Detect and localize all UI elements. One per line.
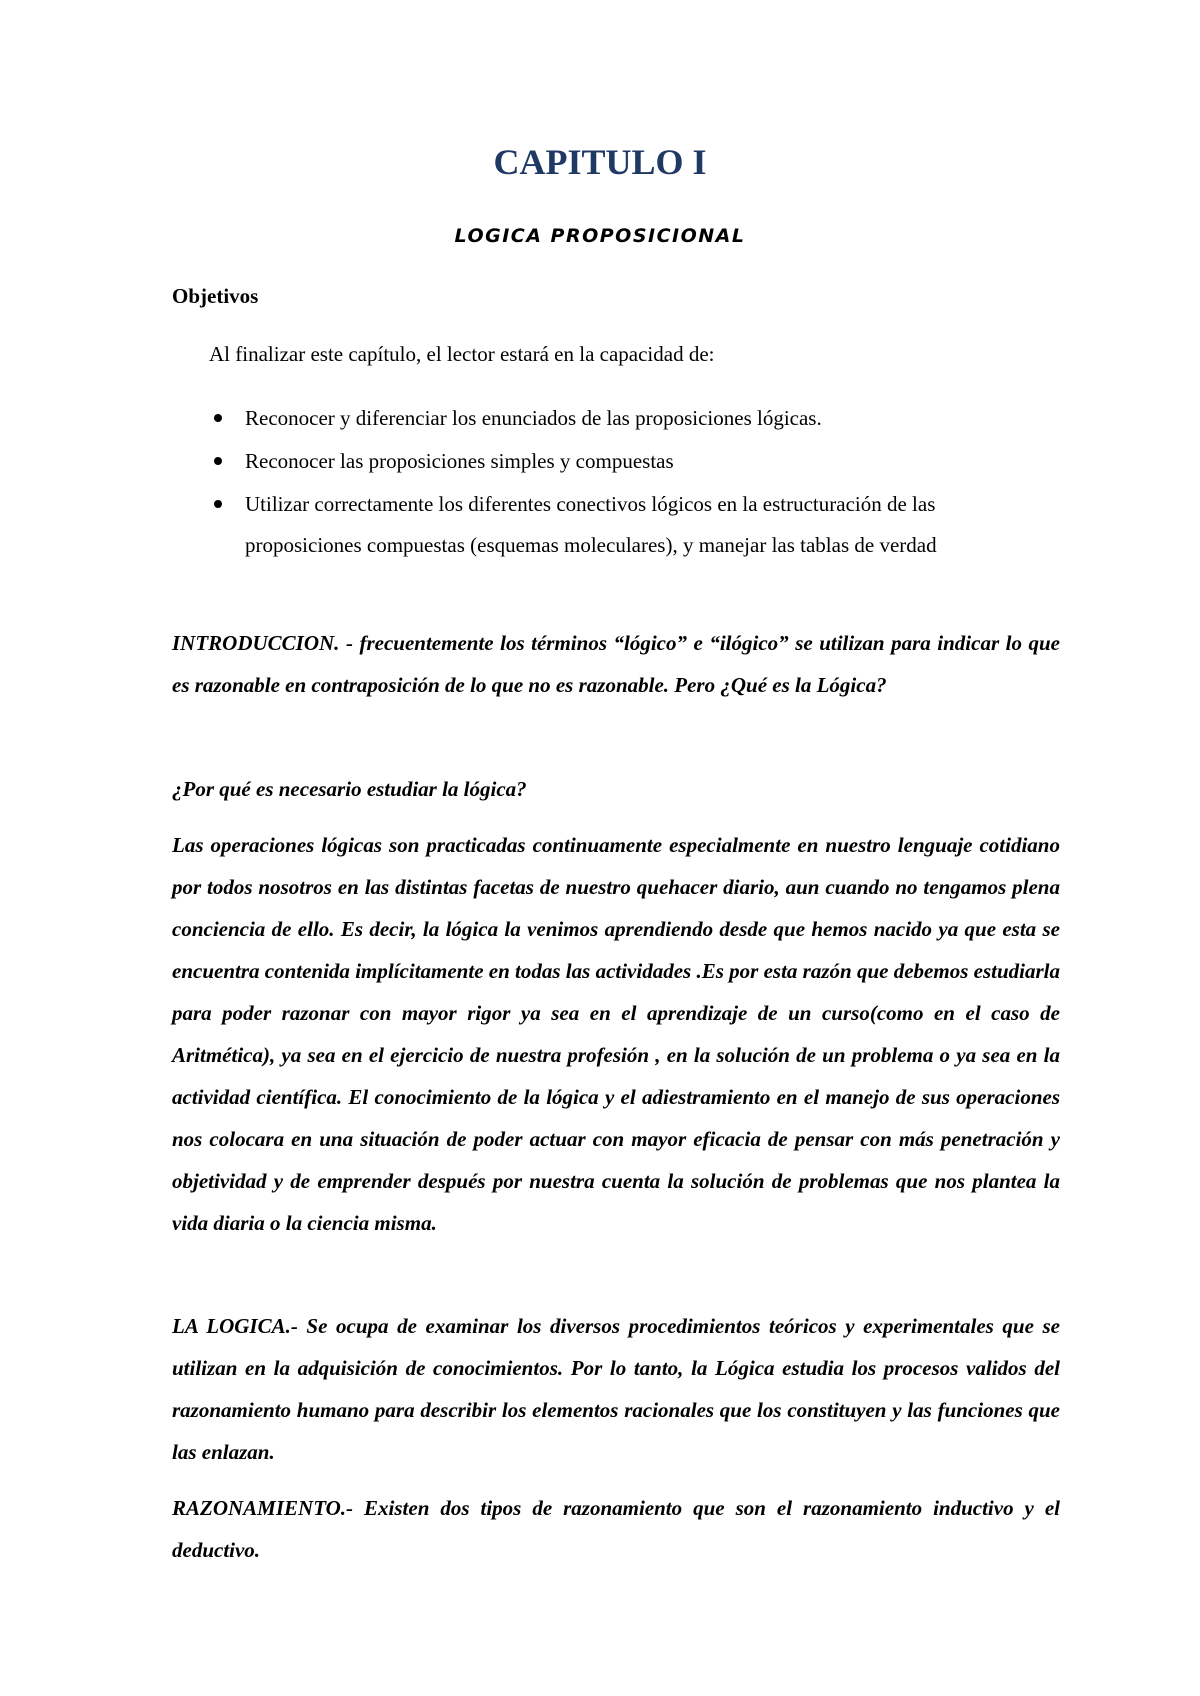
objectives-list: [209, 398, 1029, 568]
objective-item: [209, 441, 1029, 482]
reasoning-paragraph: RAZONAMIENTO.- Existen dos tipos de razonamiento que son el razonamiento inductivo y el deductivo.: [172, 1496, 1060, 1562]
objectives-intro: Al finalizar este capítulo, el lector estará en la capacidad de:: [209, 342, 715, 366]
objective-text: Reconocer y diferenciar los enunciados de las proposiciones lógicas.: [245, 406, 822, 430]
question-paragraph: ¿Por qué es necesario estudiar la lógica?: [172, 777, 527, 801]
objective-item: [209, 484, 1029, 566]
bullet-icon: [214, 457, 222, 465]
bullet-icon: [214, 500, 222, 508]
introduction-paragraph: INTRODUCCION. - frecuentemente los términos “lógico” e “ilógico” se utilizan para indicar lo que es razonable en contraposición de lo que no es razonable. Pero ¿Qué es la Lógica?: [172, 631, 1060, 697]
objectives-heading: Objetivos: [172, 284, 259, 308]
operations-paragraph: Las operaciones lógicas son practicadas continuamente especialmente en nuestro lenguaje cotidiano por todos nosotros en las distintas facetas de nuestro quehacer diario, aun cuando no tengamos plena conciencia de ello. Es decir, la lógica la venimos aprendiendo desde que hemos nacido ya que esta se encuentra contenida implícitamente en todas las actividades .Es por esta razón que debemos estudiarla para poder razonar con mayor rigor ya sea en el aprendizaje de un curso(como en el caso de Aritmética), ya sea en el ejercicio de nuestra profesión , en la solución de un problema o ya sea en la actividad científica. El conocimiento de la lógica y el adiestramiento en el manejo de sus operaciones nos colocara en una situación de poder actuar con mayor eficacia de pensar con más penetración y objetividad y de emprender después por nuestra cuenta la solución de problemas que nos plantea la vida diaria o la ciencia misma.: [172, 833, 1060, 1235]
chapter-subtitle: LOGICA PROPOSICIONAL: [454, 225, 746, 247]
logic-definition-paragraph: LA LOGICA.- Se ocupa de examinar los diversos procedimientos teóricos y experimentales que se utilizan en la adquisición de conocimientos. Por lo tanto, la Lógica estudia los procesos validos del razonamiento humano para describir los elementos racionales que los constituyen y las funciones que las enlazan.: [172, 1314, 1060, 1464]
objective-text: Reconocer las proposiciones simples y compuestas: [245, 449, 674, 473]
bullet-icon: [214, 414, 222, 422]
objective-text: Utilizar correctamente los diferentes conectivos lógicos en la estructuración de las proposiciones compuestas (esquemas moleculares), y manejar las tablas de verdad: [245, 492, 937, 557]
objective-item: [209, 398, 1029, 439]
chapter-title: CAPITULO I: [493, 142, 707, 182]
